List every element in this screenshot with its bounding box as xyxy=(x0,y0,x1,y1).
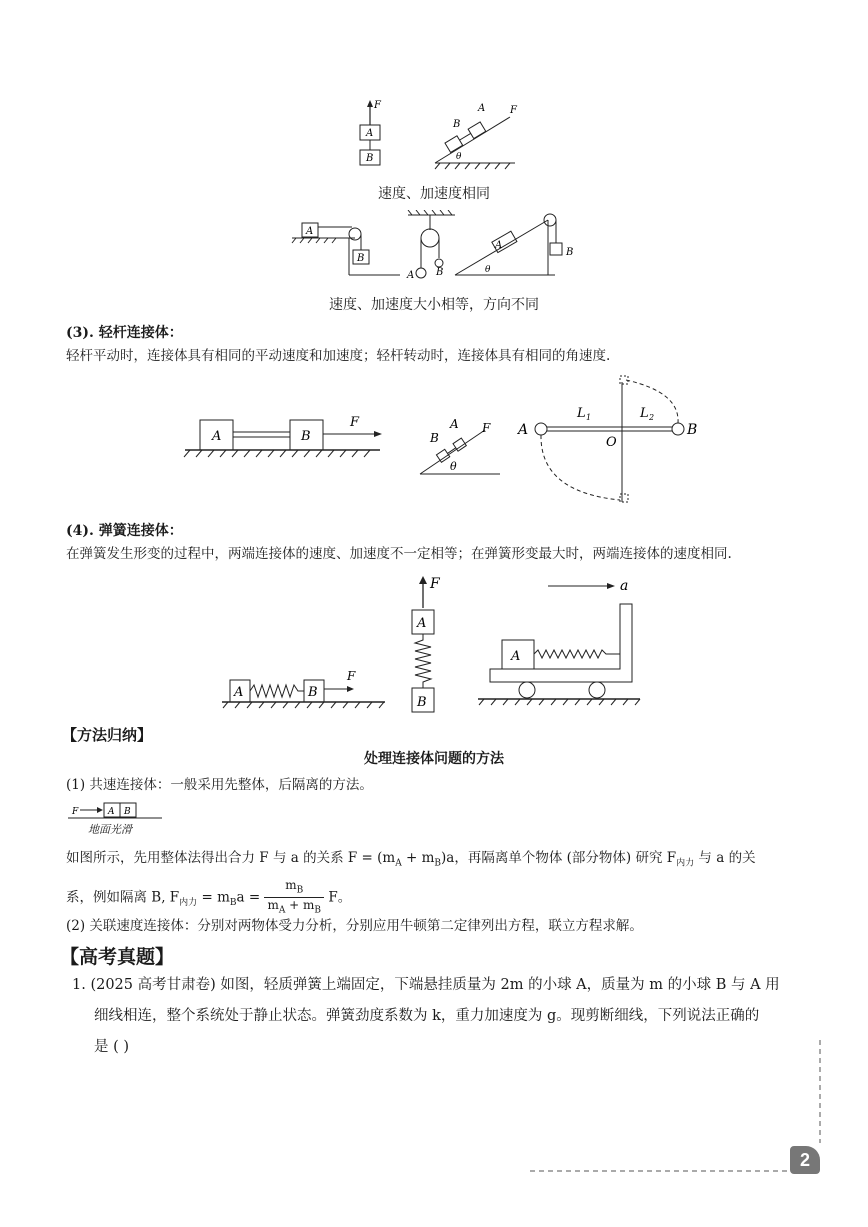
diagram-pulleys xyxy=(290,210,590,285)
svg-text:O: O xyxy=(606,435,617,450)
svg-text:A: A xyxy=(450,417,459,431)
rod-text: 轻杆平动时，连接体具有相同的平动速度和加速度；轻杆转动时，连接体具有相同的角速度. xyxy=(66,348,611,364)
caption-same-va: 速度、加速度相同 xyxy=(378,186,490,202)
svg-text:F: F xyxy=(510,105,517,116)
rod-heading: (3). 轻杆连接体： xyxy=(66,325,183,341)
svg-text:L: L xyxy=(640,406,649,421)
svg-text:B: B xyxy=(566,247,574,258)
svg-text:B: B xyxy=(453,119,461,130)
svg-text:F: F xyxy=(430,576,440,592)
svg-text:A: A xyxy=(407,270,415,281)
method-heading: 【方法归纳】 xyxy=(62,726,153,744)
svg-text:F: F xyxy=(350,415,360,430)
method-p1: (1) 共速连接体：一般采用先整体，后隔离的方法。 xyxy=(66,777,373,793)
svg-text:B: B xyxy=(430,431,439,445)
gaokao-heading: 【高考真题】 xyxy=(60,946,175,968)
svg-text:A: A xyxy=(518,422,529,438)
page-corner-border xyxy=(520,1035,830,1175)
diagram-spring xyxy=(220,572,650,717)
svg-text:A: A xyxy=(478,103,486,114)
svg-text:B: B xyxy=(687,422,698,438)
svg-text:A: A xyxy=(234,685,244,700)
svg-text:θ: θ xyxy=(456,152,462,162)
caption-same-mag: 速度、加速度大小相等，方向不同 xyxy=(329,297,539,313)
svg-text:A: A xyxy=(511,649,521,664)
svg-text:F: F xyxy=(72,807,79,817)
svg-text:A: A xyxy=(108,807,115,817)
spring-text: 在弹簧发生形变的过程中，两端连接体的速度、加速度不一定相等；在弹簧形变最大时，两端连接体的速度相同. xyxy=(66,546,732,562)
svg-text:F: F xyxy=(374,100,381,111)
method-p2-line1: 如图所示，先用整体法得出合力 F 与 a 的关系 $F = (m_A + m_B)a$，再隔离单个物体 (部分物体) 研究 $F_{内力}$ 与 a 的关 xyxy=(66,850,756,869)
page-number: 2 xyxy=(790,1146,820,1174)
method-title: 处理连接体问题的方法 xyxy=(364,751,504,767)
svg-text:B: B xyxy=(301,429,311,444)
svg-text:L: L xyxy=(577,406,586,421)
svg-text:A: A xyxy=(495,240,503,251)
method-p3: (2) 关联速度连接体：分别对两物体受力分析，分别应用牛顿第二定律列出方程，联立方程求解。 xyxy=(66,918,643,934)
svg-text:B: B xyxy=(417,695,427,710)
svg-text:A: A xyxy=(212,429,222,444)
svg-text:1: 1 xyxy=(586,413,592,422)
svg-text:A: A xyxy=(417,616,427,631)
svg-text:B: B xyxy=(436,267,444,278)
spring-heading: (4). 弹簧连接体： xyxy=(66,523,183,539)
question-1-line2: 细线相连，整个系统处于静止状态。弹簧劲度系数为 k，重力加速度为 g。现剪断细线，下列说法正确的 xyxy=(94,1008,760,1024)
fig-caption-smooth: 地面光滑 xyxy=(88,823,132,836)
svg-text:B: B xyxy=(366,153,374,164)
svg-text:θ: θ xyxy=(485,265,491,275)
svg-text:B: B xyxy=(124,807,131,817)
svg-text:2: 2 xyxy=(649,413,655,422)
diagram-same-va xyxy=(340,95,540,175)
svg-text:F: F xyxy=(482,421,491,435)
svg-text:B: B xyxy=(308,685,318,700)
diagram-rod xyxy=(180,372,700,512)
question-1-line3: 是 ( ) xyxy=(94,1039,130,1055)
question-1-line1: 1. (2025 高考甘肃卷) 如图，轻质弹簧上端固定，下端悬挂质量为 2m 的小球 A，质量为 m 的小球 B 与 A 用 xyxy=(72,977,780,993)
svg-text:a: a xyxy=(620,578,629,594)
svg-text:θ: θ xyxy=(450,460,457,473)
svg-text:A: A xyxy=(366,128,374,139)
method-p2-line2: 系，例如隔离 B, $F_{内力} = m_Ba$ = $\frac{m_B}{m_A + m_B}$ F。 xyxy=(66,878,352,916)
svg-text:A: A xyxy=(306,226,314,237)
svg-text:B: B xyxy=(357,253,365,264)
svg-text:F: F xyxy=(347,669,356,683)
